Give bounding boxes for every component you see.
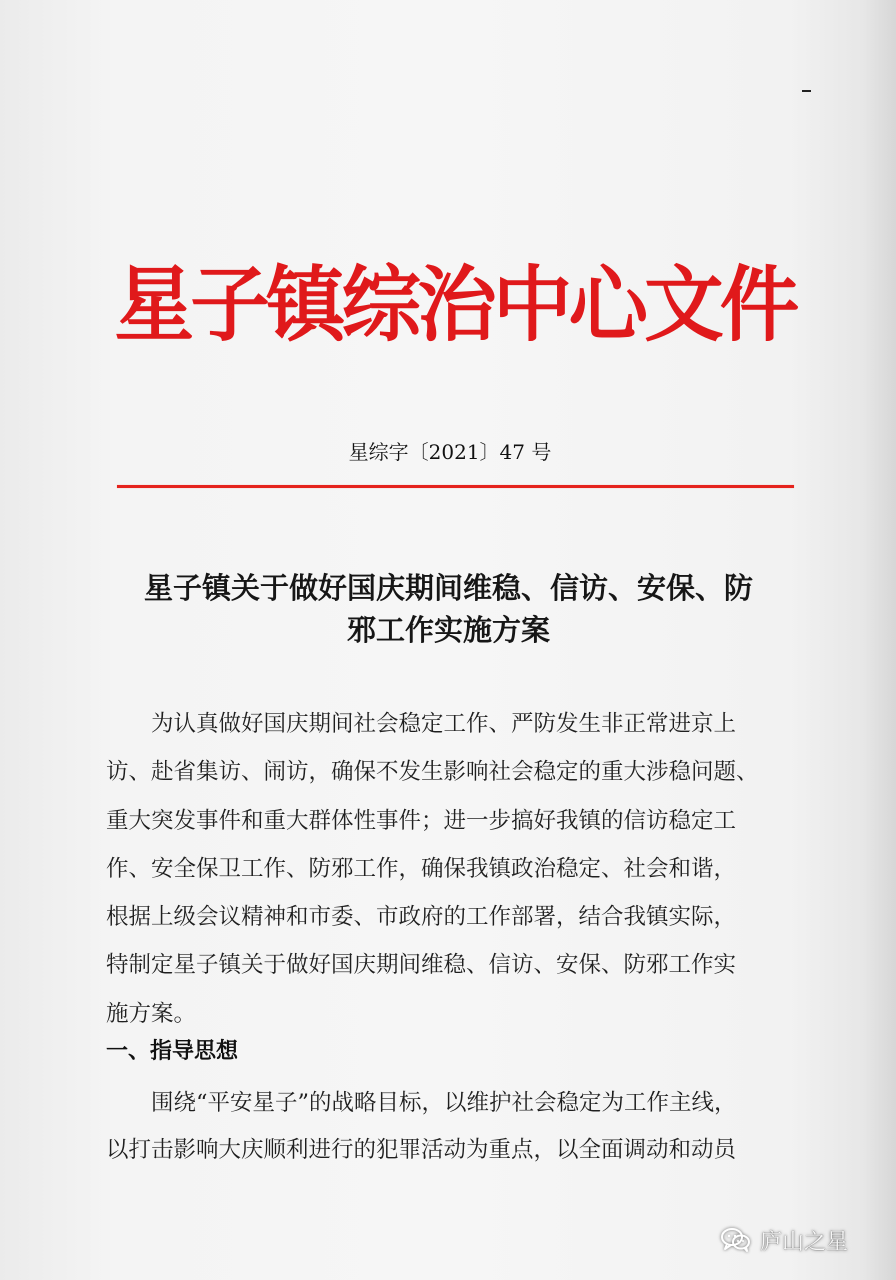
document-number: 星综字〔2021〕47 号 xyxy=(348,440,552,464)
paragraph-line: 以打击影响大庆顺利进行的犯罪活动为重点，以全面调动和动员 xyxy=(106,1137,737,1163)
watermark-text: 庐山之星 xyxy=(760,1229,849,1255)
paragraph-line: 访、赴省集访、闹访，确保不发生影响社会稳定的重大涉稳问题、 xyxy=(106,759,759,786)
paragraph-line: 特制定星子镇关于做好国庆期间维稳、信访、安保、防邪工作实 xyxy=(106,952,737,979)
paragraph-line: 重大突发事件和重大群体性事件；进一步搞好我镇的信访稳定工 xyxy=(106,807,737,834)
document-title xyxy=(96,567,801,651)
document-title-line-2: 邪工作实施方案 xyxy=(346,613,550,647)
wechat-watermark xyxy=(720,1224,848,1256)
section-heading-guiding-ideology: 一、指导思想 xyxy=(106,1038,239,1064)
red-separator-line xyxy=(117,485,794,488)
guiding-ideology-paragraph xyxy=(106,1080,786,1174)
introduction-paragraph xyxy=(106,700,786,1038)
paragraph-line: 作、安全保卫工作、防邪工作，确保我镇政治稳定、社会和谐， xyxy=(106,855,737,882)
paragraph-line: 为认真做好国庆期间社会稳定工作、严防发生非正常进京上 xyxy=(106,711,737,737)
wechat-icon xyxy=(720,1226,752,1254)
fold-mark xyxy=(802,90,811,92)
red-masthead: 星子镇综治中心文件 xyxy=(114,257,796,353)
paragraph-line: 根据上级会议精神和市委、市政府的工作部署，结合我镇实际， xyxy=(106,904,737,931)
document-title-line-1: 星子镇关于做好国庆期间维稳、信访、安保、防 xyxy=(143,571,753,605)
paragraph-line: 施方案。 xyxy=(106,1000,197,1027)
paragraph-line: 围绕“平安星子”的战略目标，以维护社会稳定为工作主线， xyxy=(106,1090,737,1116)
